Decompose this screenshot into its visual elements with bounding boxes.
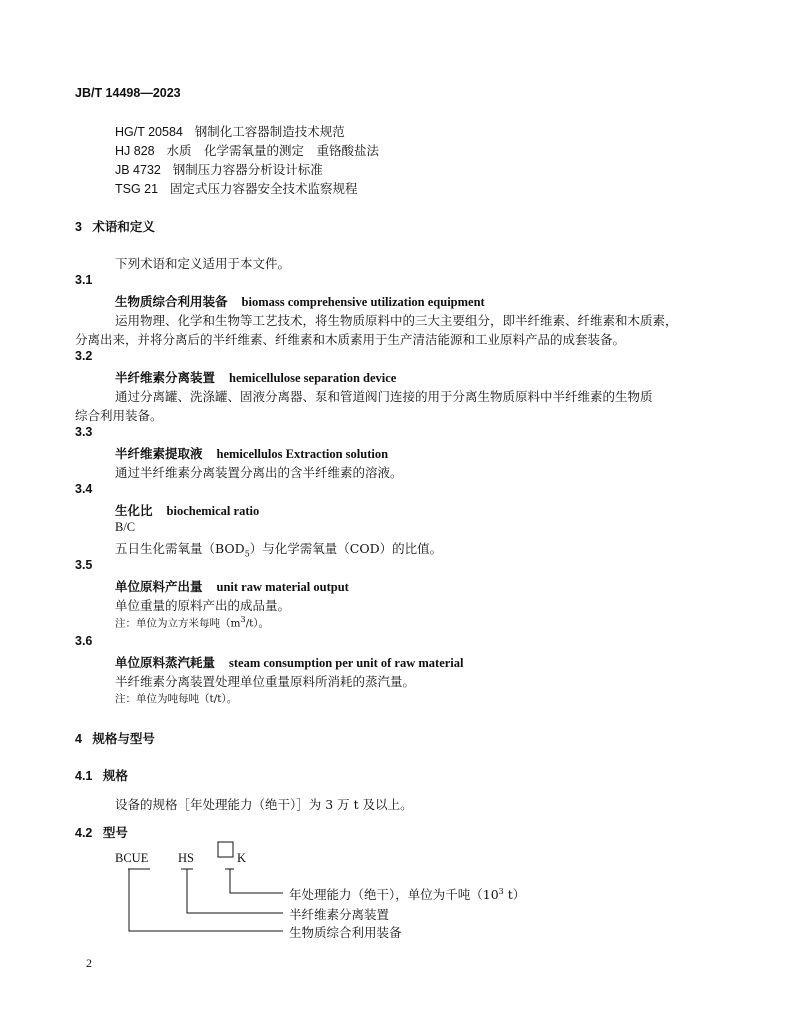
section-number: 3: [75, 220, 82, 234]
definition-text: ）与化学需氧量（COD）的比值。: [249, 541, 443, 556]
term-chinese: 半纤维素提取液: [115, 446, 203, 461]
diagram-label-capacity: [289, 885, 525, 903]
reference-code: HG/T 20584: [115, 125, 183, 139]
term-chinese: 单位原料蒸汽耗量: [115, 655, 216, 670]
diagram-label-hs: 半纤维素分离装置: [289, 907, 390, 922]
term-definition: 通过分离罐、洗涤罐、固液分离器、泵和管道阀门连接的用于分离生物质原料中半纤维素的生物质: [115, 389, 653, 404]
term-definition: 综合利用装备。: [75, 408, 163, 423]
reference-title: 水质 化学需氧量的测定 重铬酸盐法: [166, 143, 380, 158]
term-abbreviation: B/C: [115, 520, 136, 534]
term-english: hemicellulose separation device: [229, 371, 397, 385]
term-chinese: 半纤维素分离装置: [115, 370, 216, 385]
superscript: 3: [498, 886, 504, 896]
term-english: hemicellulos Extraction solution: [216, 447, 389, 461]
term-number: 3.2: [75, 349, 93, 363]
label-text: 年处理能力（绝干），单位为千吨（10: [289, 887, 499, 902]
term-english: unit raw material output: [216, 580, 349, 594]
subsection-title: 规格: [102, 769, 128, 783]
reference-title: 钢制压力容器分析设计标准: [172, 162, 323, 177]
subsection-number: 4.2: [75, 826, 93, 840]
term-definition: 分离出来，并将分离后的半纤维素、纤维素和木质素用于生产清洁能源和工业原料产品的成套装备。: [75, 332, 626, 347]
definition-text: 五日生化需氧量（BOD: [115, 541, 245, 556]
term-english: steam consumption per unit of raw material: [229, 656, 464, 670]
term-definition: 通过半纤维素分离装置分离出的含半纤维素的溶液。: [115, 465, 403, 480]
term-chinese: 生物质综合利用装备: [115, 294, 228, 309]
superscript: 3: [240, 615, 246, 624]
section-title: 规格与型号: [92, 732, 155, 746]
term-chinese: 单位原料产出量: [115, 579, 203, 594]
capacity-placeholder-box: [218, 842, 233, 857]
subscript: 5: [244, 549, 250, 559]
model-code-hs: HS: [178, 851, 194, 865]
subsection-number: 4.1: [75, 769, 93, 783]
section-3-intro: 下列术语和定义适用于本文件。: [115, 256, 291, 271]
note-text: /t）。: [245, 617, 270, 630]
term-chinese: 生化比: [115, 503, 153, 518]
term-note: 注：单位为吨每吨（t/t）。: [115, 693, 238, 705]
model-code-bcue: BCUE: [115, 851, 149, 865]
term-definition: 运用物理、化学和生物等工艺技术，将生物质原料中的三大主要组分，即半纤维素、纤维素和木质素，: [115, 313, 678, 328]
term-definition: 半纤维素分离装置处理单位重量原料所消耗的蒸汽量。: [115, 674, 416, 689]
reference-code: JB 4732: [115, 163, 161, 177]
reference-code: HJ 828: [115, 144, 155, 158]
term-number: 3.4: [75, 482, 93, 496]
term-number: 3.1: [75, 273, 93, 287]
document-id: JB/T 14498—2023: [75, 86, 181, 100]
diagram-label-bcue: 生物质综合利用装备: [289, 925, 402, 940]
term-number: 3.5: [75, 558, 93, 572]
leader-line-capacity: [230, 869, 283, 893]
note-text: 注：单位为立方米每吨（m: [115, 617, 241, 630]
leader-line-hs: [187, 869, 283, 913]
page-number: 2: [86, 956, 92, 970]
term-definition: 单位重量的原料产出的成品量。: [115, 598, 291, 613]
subsection-title: 型号: [102, 826, 128, 840]
reference-title: 固定式压力容器安全技术监察规程: [170, 181, 358, 196]
section-title: 术语和定义: [92, 220, 155, 234]
model-code-k: K: [237, 851, 247, 865]
reference-title: 钢制化工容器制造技术规范: [194, 124, 345, 139]
label-text: t）: [503, 887, 526, 902]
specification-text: 设备的规格［年处理能力（绝干）］为 3 万 t 及以上。: [115, 797, 413, 812]
term-number: 3.3: [75, 425, 93, 439]
term-english: biochemical ratio: [166, 504, 260, 518]
leader-line-bcue: [129, 869, 283, 931]
term-english: biomass comprehensive utilization equipment: [241, 295, 485, 309]
section-number: 4: [75, 732, 82, 746]
reference-code: TSG 21: [115, 182, 159, 196]
term-number: 3.6: [75, 634, 93, 648]
